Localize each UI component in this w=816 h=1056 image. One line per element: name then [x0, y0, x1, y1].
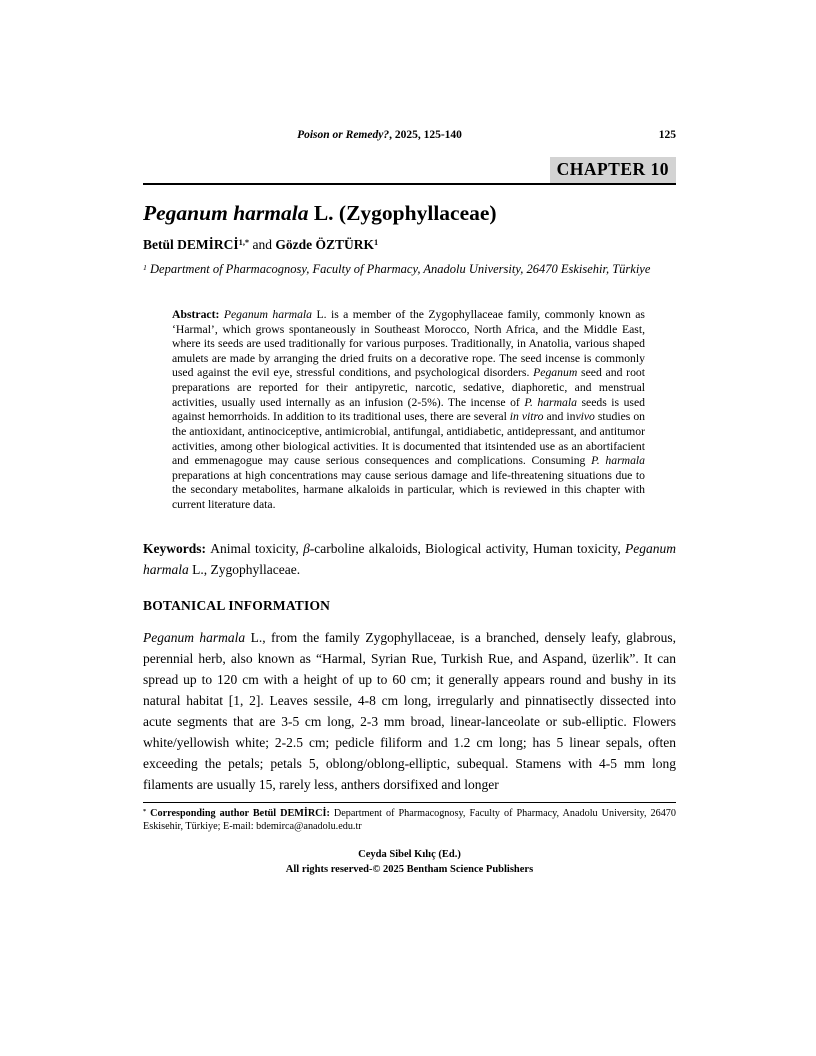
running-header [143, 128, 676, 142]
rights-line: All rights reserved-© 2025 Bentham Science Publishers [285, 864, 534, 876]
publisher-footer [143, 847, 676, 877]
section-heading-botanical-information: BOTANICAL INFORMATION [143, 597, 331, 613]
keywords-paragraph: Keywords: Animal toxicity, β-carboline alkaloids, Biological activity, Human toxicity, Peganum harmala L., Zygophyllaceae. [143, 540, 676, 577]
authors-line: Betül $DEMİRCİ^{1,*}$ and Gözde ÖZTÜRK$^1$ [143, 236, 379, 252]
abstract-paragraph: Abstract: Peganum harmala L. is a member of the Zygophyllaceae family, commonly known as ‘Harmal’, which grows spontaneously in Southeast Morocco, North Africa, and the Middle East, where its seeds are used traditionally for various purposes. Traditionally, in Anatolia, various shaped amulets are made by arranging the dried fruits on a decorative rope. The seed incense is commonly used against the evil eye, stressful conditions, and psychological disorders. Peganum seed and root preparations are reported for their antipyretic, narcotic, sedative, diaphoretic, and menstrual activities, usually used internally as an infusion (2-5%). The incense of P. harmala seeds is used against hemorrhoids. In addition to its traditional uses, there are several in vitro and invivo studies on the antioxidant, antinociceptive, antimicrobial, antifungal, antidiabetic, antidepressant, and antitumor activities, among other biological activities. It is documented that itsintended use as an abortifacient and emmenagogue may cause serious consequences and complications. Consuming P. harmala preparations at high concentrations may cause serious damage and life-threatening situations due to the secondary metabolites, harmane alkaloids in particular, which is reviewed in this chapter with current literature data. [172, 307, 646, 512]
page-content [143, 128, 676, 877]
body-paragraph: Peganum harmala L., from the family Zygophyllaceae, is a branched, densely leafy, glabrous, perennial herb, also known as “Harmal, Syrian Rue, Turkish Rue, and Aspand, üzerlik”. It can spread up to 120 cm with a height of up to 60 cm; it generally appears round and bushy in its natural habitat [1, 2]. Leaves sessile, 4-8 cm long, irregularly and pinnatisectly dissected into acute segments that are 3-5 cm long, 2-3 mm broad, linear-lanceolate or sub-elliptic. Flowers white/yellowish white; 2-2.5 cm; pedicle filiform and 1.2 cm long; has 5 linear sepals, often exceeding the petals; petals 5, oblong/oblong-elliptic, subequal. Stamens with 4-5 mm long filaments are usually 15, rarely less, anthers dorsifixed and longer [143, 629, 676, 792]
page-number: 125 [658, 129, 676, 141]
chapter-title: Peganum harmala L. (Zygophyllaceae) [143, 200, 497, 225]
running-header-citation: Poison or Remedy?, 2025, 125-140 [297, 129, 462, 141]
editor-line: Ceyda Sibel Kılıç (Ed.) [358, 848, 461, 860]
corresponding-author-footnote: * Corresponding author Betül DEMİRCİ: Department of Pharmacognosy, Faculty of Pharmacy, Anadolu University, 26470 Eskisehir, Türkiye; E-mail: bdemirca@anadolu.edu.tr [143, 802, 676, 834]
chapter-rule [143, 157, 676, 185]
affiliation: $^1$ Department of Pharmacognosy, Faculty of Pharmacy, Anadolu University, 26470 Eskisehir, Türkiye [143, 262, 651, 277]
chapter-badge: CHAPTER 10 [550, 157, 676, 183]
